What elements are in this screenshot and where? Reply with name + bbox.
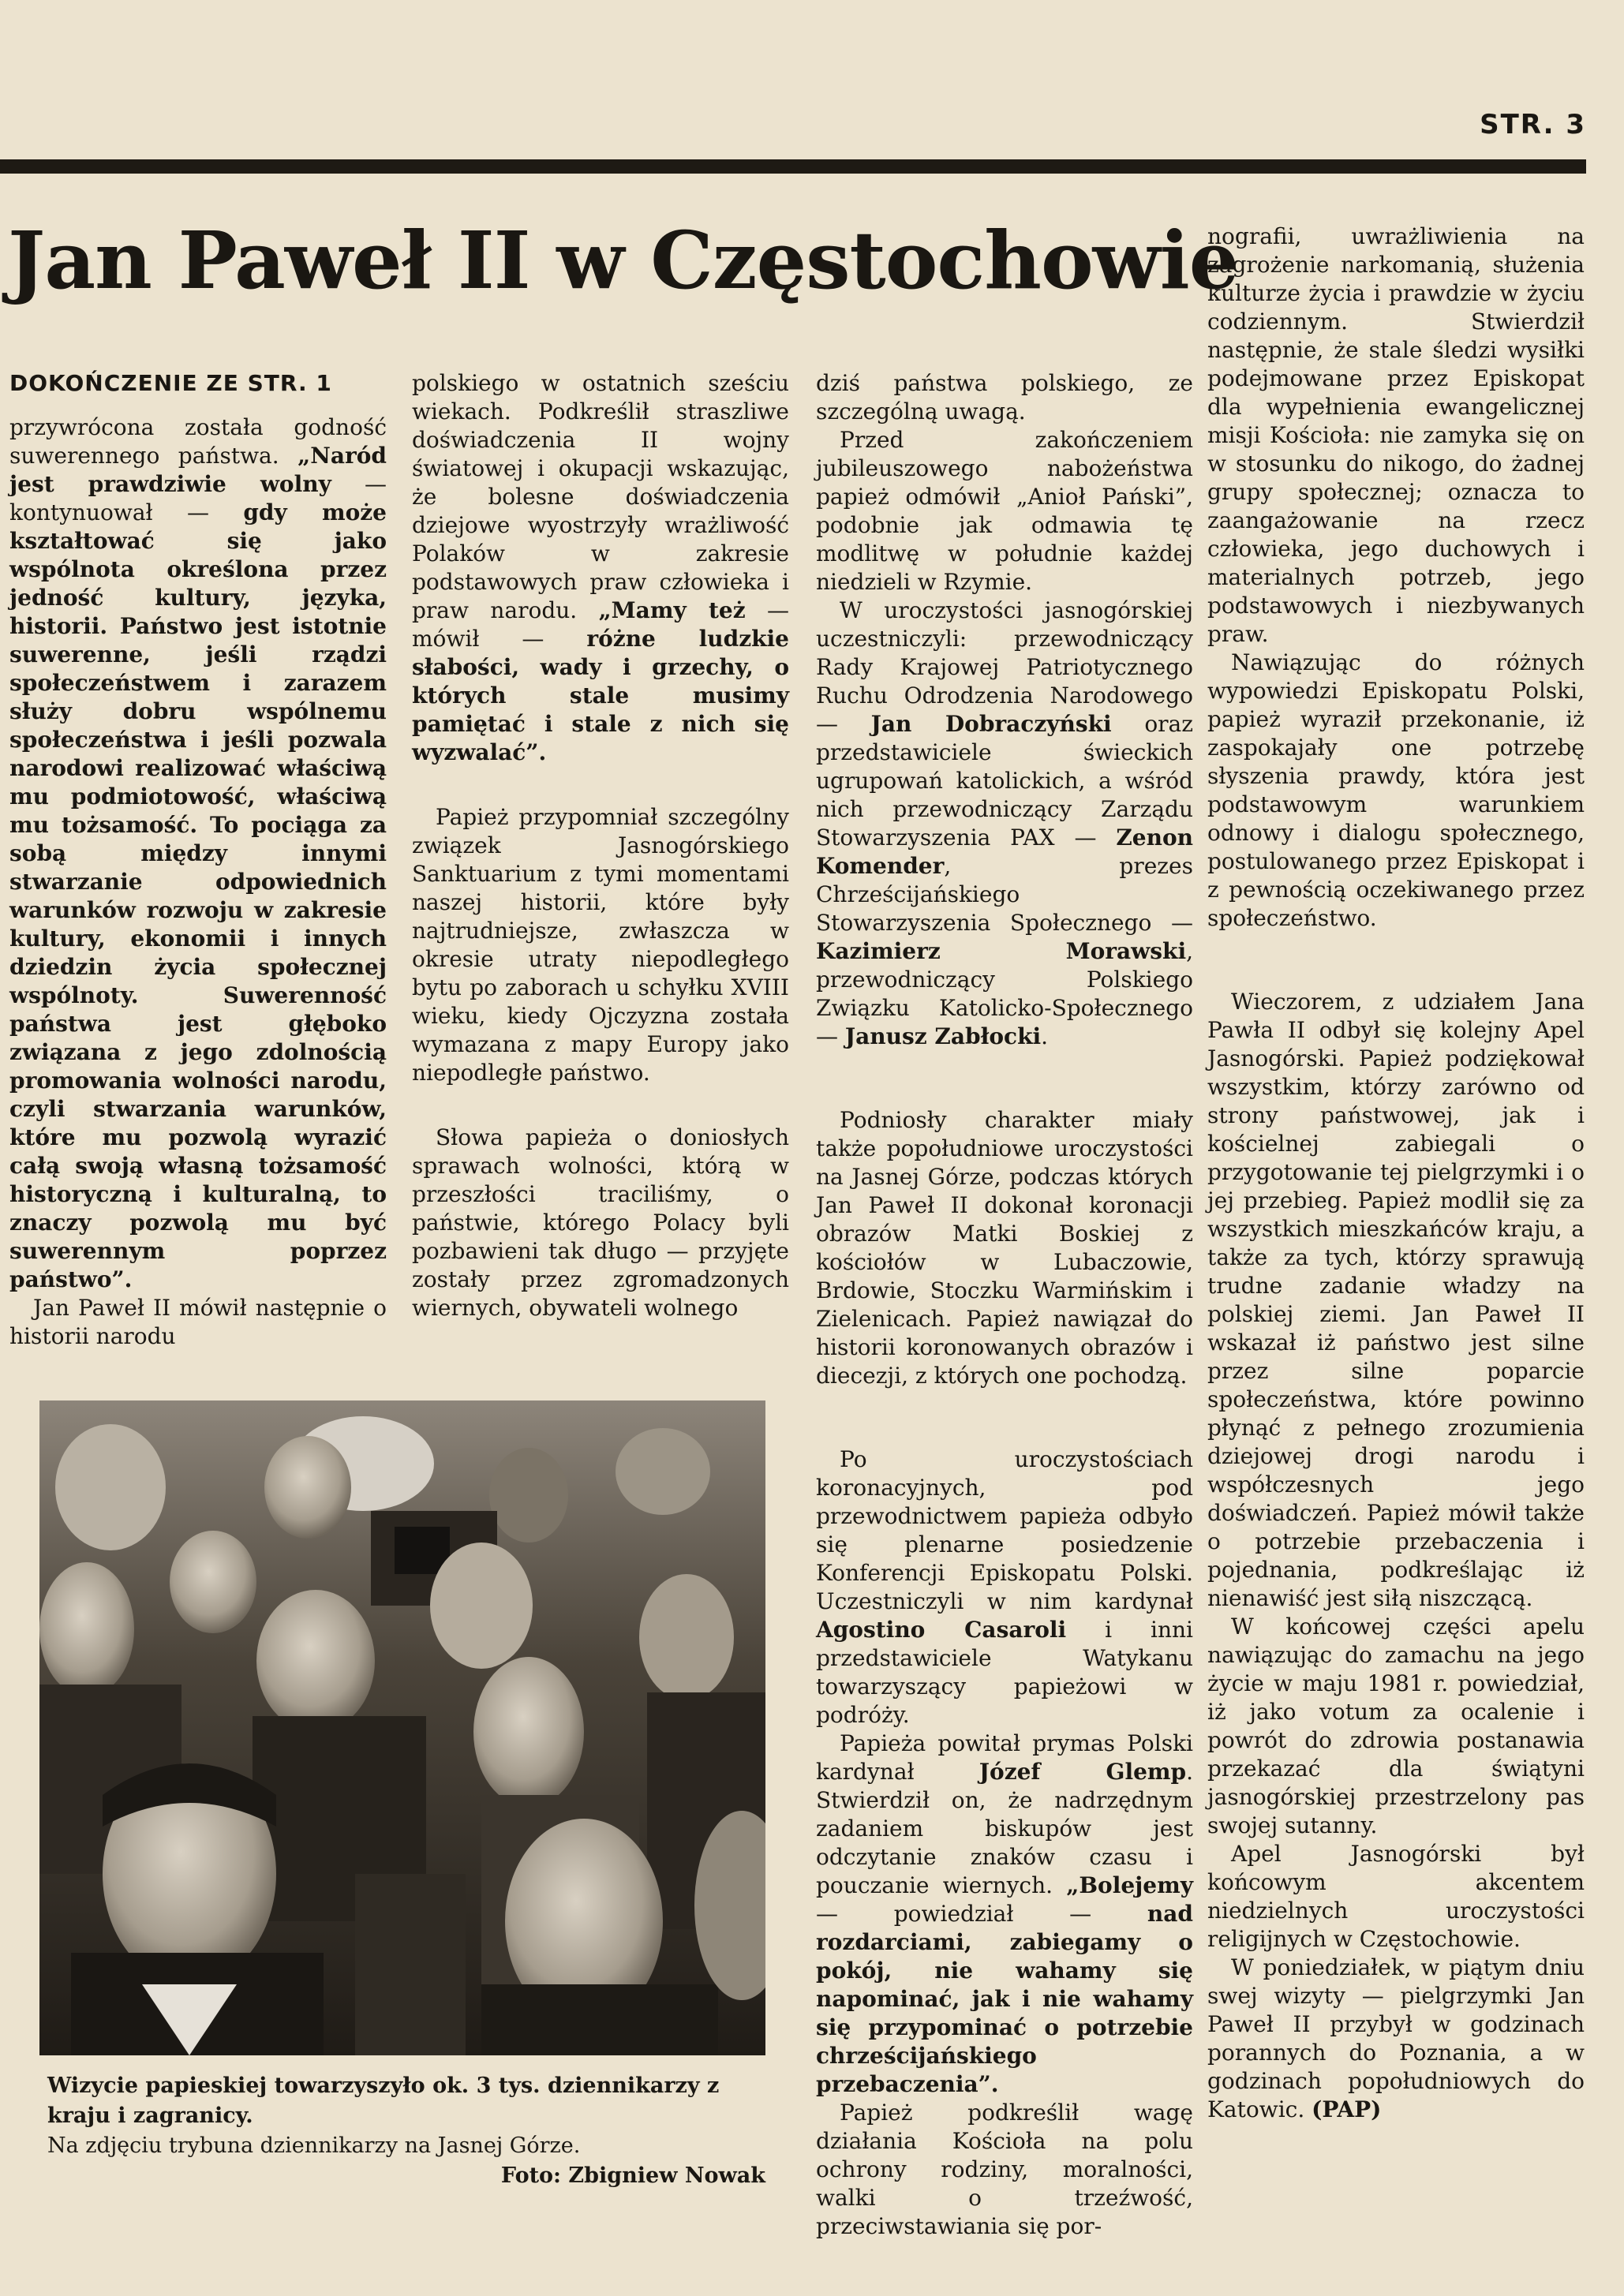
- col4-paragraph-6: W poniedziałek, w piątym dniu swej wizyty — pielgrzymki Jan Paweł II przybył w godzinach porannych do Poznania, a w godzinach popołudniowych do Katowic. (PAP): [1207, 1954, 1585, 2122]
- col3-paragraph-6: Papieża powitał prymas Polski kardynał Józef Glemp. Stwierdził on, że nadrzędnym zadaniem biskupów jest odczytanie znaków czasu i pouczanie wiernych. „Bolejemy — powiedział — nad rozdarciami, zabiegamy o pokój, nie wahamy się napominać, jak i nie wahamy się przypominać o potrzebie chrześcijańskiego przebaczenia”.: [816, 1730, 1193, 2097]
- press-stand-photo: [39, 1400, 765, 2055]
- col4-paragraph-1: nografii, uwrażliwienia na zagrożenie narkomanią, służenia kulturze życia i prawdzie w życiu codziennym. Stwierdził następnie, że stale śledzi wysiłki podejmowane przez Episkopat dla wypełnienia ewangelicznej misji Kościoła: nie zamyka się on w stosunku do nikogo, do żadnej grupy społecznej; oznacza to zaangażowanie na rzecz człowieka, jego duchowych i materialnych potrzeb, jego podstawowych i niezbywanych praw.: [1207, 223, 1585, 647]
- col2-paragraph-2: Papież przypomniał szczególny związek Jasnogórskiego Sanktuarium z tymi momentami naszej historii, które były najtrudniejsze, zwłaszcza w okresie utraty niepodległego bytu po zaborach u schyłku XVIII wieku, kiedy Ojczyzna została wymazana z mapy Europy jako niepodległe państwo.: [412, 804, 789, 1086]
- col4-paragraph-2: Nawiązując do różnych wypowiedzi Episkopatu Polski, papież wyraził przekonanie, iż zaspokajały one potrzebę słyszenia prawdy, która jest podstawowym warunkiem odnowy i dialogu społecznego, postulowanego przez Episkopat i z pewnością oczekiwanego przez społeczeństwo.: [1207, 649, 1585, 931]
- header-rule: [0, 159, 1586, 174]
- caption-line-2: Na zdjęciu trybuna dziennikarzy na Jasnej Górze.: [47, 2133, 581, 2158]
- column-4: [1207, 222, 1585, 2124]
- col4-paragraph-4: W końcowej części apelu nawiązując do zamachu na jego życie w maju 1981 r. powiedział, iż jako votum za ocalenie i powrót do zdrowia postanawia przekazać dla świątyni jasnogórskiej przestrzelony pas swojej sutanny.: [1207, 1614, 1585, 1838]
- photo-credit: Foto: Zbigniew Nowak: [500, 2163, 765, 2188]
- continuation-kicker: DOKOŃCZENIE ZE STR. 1: [9, 370, 332, 396]
- col2-paragraph-1: polskiego w ostatnich sześciu wiekach. Podkreślił straszliwe doświadczenia II wojny światowej i okupacji wskazując, że bolesne doświadczenia dziejowe wyostrzyły wrażliwość Polaków w zakresie podstawowych praw człowieka i praw narodu. „Mamy też — mówił — różne ludzkie słabości, wady i grzechy, o których stale musimy pamiętać i stale z nich się wyzwalać”.: [412, 370, 789, 765]
- agency-tag: (PAP): [1312, 2096, 1382, 2122]
- headline: Jan Paweł II w Częstochowie: [8, 214, 1239, 307]
- column-1: [9, 369, 387, 1351]
- page-number: STR. 3: [1480, 109, 1586, 140]
- col3-paragraph-7: Papież podkreślił wagę działania Kościoła na polu ochrony rodziny, moralności, walki o trzeźwość, przeciwstawiania się por-: [816, 2100, 1193, 2239]
- col1-paragraph-1: przywrócona została godność suwerennego państwa. „Naród jest prawdziwie wolny — kontynuował — gdy może kształtować się jako wspólnota określona przez jedność kultury, języka, historii. Państwo jest istotnie suwerenne, jeśli rządzi społeczeństwem i zarazem służy dobru wspólnemu społeczeństwa i jeśli pozwala narodowi realizować właściwą mu podmiotowość, właściwą mu tożsamość. To pociąga za sobą między innymi stwarzanie odpowiednich warunków rozwoju w zakresie kultury, ekonomii i innych dziedzin życia społecznej wspólnoty. Suwerenność państwa jest głęboko związana z jego zdolnością promowania wolności narodu, czyli stwarzania warunków, które mu pozwolą wyrazić całą swoją własną tożsamość historyczną i kulturalną, to znaczy pozwolą mu być suwerennym poprzez państwo”.: [9, 414, 387, 1292]
- column-3: [816, 369, 1193, 2241]
- col2-paragraph-3: Słowa papieża o doniosłych sprawach wolności, którą w przeszłości traciliśmy, o państwie, którego Polacy byli pozbawieni tak długo — przyjęte zostały przez zgromadzonych wiernych, obywateli wolnego: [412, 1124, 789, 1321]
- caption-line-1: Wizycie papieskiej towarzyszyło ok. 3 tys. dziennikarzy z kraju i zagranicy.: [47, 2074, 720, 2128]
- column-2: [412, 369, 789, 1322]
- col4-paragraph-5: Apel Jasnogórski był końcowym akcentem niedzielnych uroczystości religijnych w Częstochowie.: [1207, 1841, 1585, 1952]
- col1-paragraph-2: Jan Paweł II mówił następnie o historii narodu: [9, 1295, 387, 1349]
- photo-illustration: [39, 1400, 765, 2055]
- photo-caption: [47, 2071, 773, 2191]
- col3-paragraph-2: Przed zakończeniem jubileuszowego nabożeństwa papież odmówił „Anioł Pański”, podobnie jak odmawia tę modlitwę w południe każdej niedzieli w Rzymie.: [816, 427, 1193, 595]
- col3-paragraph-5: Po uroczystościach koronacyjnych, pod przewodnictwem papieża odbyło się plenarne posiedzenie Konferencji Episkopatu Polski. Uczestniczyli w nim kardynał Agostino Casaroli i inni przedstawiciele Watykanu towarzyszący papieżowi w podróży.: [816, 1446, 1193, 1728]
- col3-paragraph-3: W uroczystości jasnogórskiej uczestniczyli: przewodniczący Rady Krajowej Patriotycznego Ruchu Odrodzenia Narodowego — Jan Dobraczyński oraz przedstawiciele świeckich ugrupowań katolickich, a wśród nich przewodniczący Zarządu Stowarzyszenia PAX — Zenon Komender, prezes Chrześcijańskiego Stowarzyszenia Społecznego — Kazimierz Morawski, przewodniczący Polskiego Związku Katolicko-Społecznego — Janusz Zabłocki.: [816, 597, 1194, 1049]
- col4-paragraph-3: Wieczorem, z udziałem Jana Pawła II odbył się kolejny Apel Jasnogórski. Papież podziękował wszystkim, którzy zarówno od strony państwowej, jak i kościelnej zabiegali o przygotowanie tej pielgrzymki i o jej przebieg. Papież modlił się za wszystkich mieszkańców kraju, a także za tych, którzy sprawują trudne zadanie władzy na polskiej ziemi. Jan Paweł II wskazał iż państwo jest silne przez silne poparcie społeczeństwa, które powinno płynąć z pełnego zrozumienia dziejowej drogi narodu i współczesnych jego doświadczeń. Papież mówił także o potrzebie przebaczenia i pojednania, podkreślając iż nienawiść jest siłą niszczącą.: [1207, 989, 1585, 1611]
- col3-paragraph-4: Podniosły charakter miały także popołudniowe uroczystości na Jasnej Górze, podczas których Jan Paweł II dokonał koronacji obrazów Matki Boskiej z kościołów w Lubaczowie, Brdowie, Stoczku Warmińskim i Zielenicach. Papież nawiązał do historii koronowanych obrazów i diecezji, z których one pochodzą.: [816, 1107, 1193, 1389]
- col3-paragraph-1: dziś państwa polskiego, ze szczególną uwagą.: [816, 370, 1193, 424]
